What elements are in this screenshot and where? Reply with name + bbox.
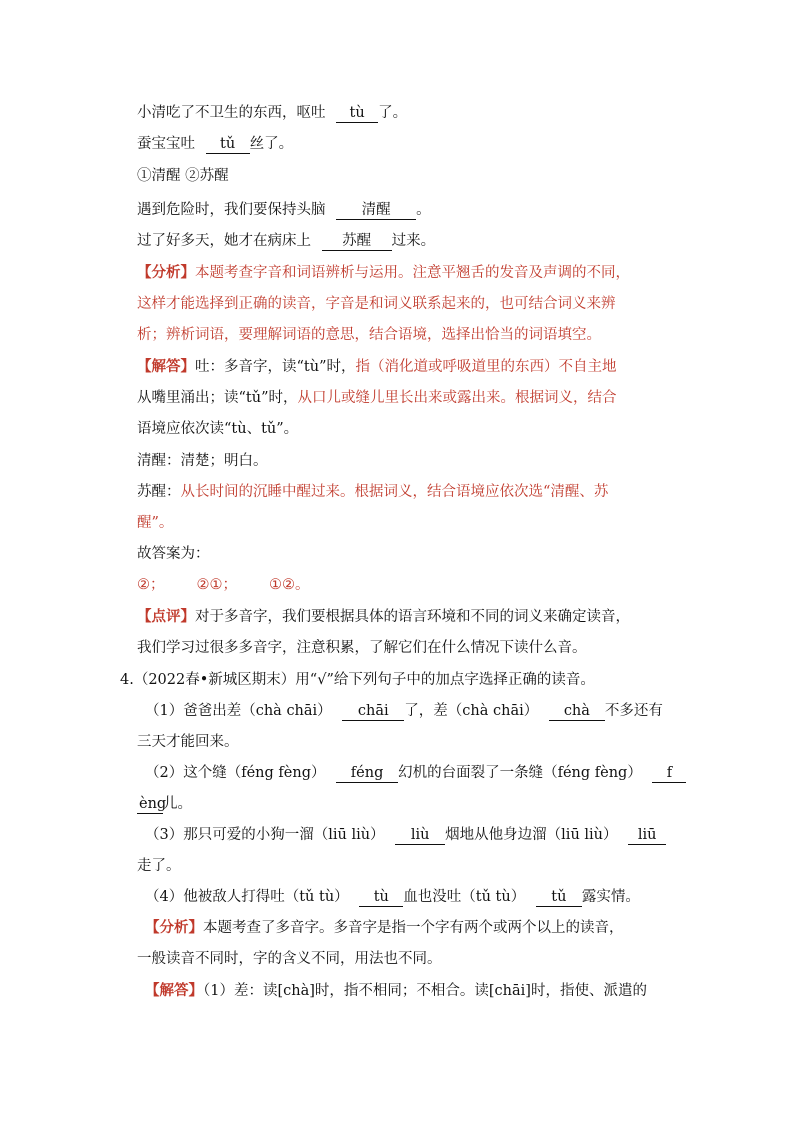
answer-blank: tù — [336, 104, 378, 123]
answer-blank: liū — [628, 826, 666, 845]
answer-1-line-3: 语境应依次读“tù、tǔ”。 — [137, 421, 299, 437]
answer-1-line-4: 清醒：清楚；明白。 — [137, 453, 268, 469]
sentence-4: 过了好多天，她才在病床上 苏醒 过来。 — [137, 233, 436, 249]
answer-blank: tù — [359, 888, 403, 907]
question-4-item-4: （4）他被敌人打得吐（tǔ tù） tù 血也没吐（tǔ tù） tǔ 露实情。 — [145, 889, 640, 905]
answer-tag: 【解答】 — [137, 358, 195, 375]
answer-1-line-6: 醒”。 — [137, 515, 174, 531]
comment-1-line-2: 我们学习过很多多音字，注意积累，了解它们在什么情况下读什么音。 — [137, 640, 587, 656]
analysis-1-line-2: 这样才能选择到正确的读音，字音是和词义联系起来的，也可结合词义来辨 — [137, 296, 616, 312]
answer-1-line-7: 故答案为： — [137, 546, 210, 562]
answer-blank: f — [652, 764, 686, 783]
answer-1-line-5: 苏醒：从长时间的沉睡中醒过来。根据词义，结合语境应依次选“清醒、苏 — [137, 484, 609, 500]
question-4-item-3: （3）那只可爱的小狗一溜（liū liù） liù 烟地从他身边溜（liū liù） liū — [145, 824, 705, 846]
answer-2-line-1: 【解答】（1）差：读[chà]时，指不相同；不相合。读[chāi]时，指使、派遣的 — [145, 982, 647, 999]
analysis-1-line-3: 析；辨析词语，要理解词语的意思，结合语境，选择出恰当的词语填空。 — [137, 327, 601, 343]
comment-tag: 【点评】 — [137, 608, 195, 625]
question-4-item-3-cont: 走了。 — [137, 858, 181, 874]
answer-1-line-2: 从嘴里涌出；读“tǔ”时，从口儿或缝儿里长出来或露出来。根据词义，结合 — [137, 390, 617, 406]
answer-blank-cont: èng — [139, 796, 167, 812]
analysis-1-line-1: 【分析】本题考查字音和词语辨析与运用。注意平翘舌的发音及声调的不同， — [137, 264, 630, 281]
answer-tag: 【解答】 — [145, 982, 203, 999]
analysis-tag: 【分析】 — [137, 264, 195, 281]
sentence-1: 小清吃了不卫生的东西，呕吐 tù 了。 — [137, 105, 408, 121]
answer-blank: féng — [336, 764, 398, 783]
answer-blank: tǔ — [206, 135, 250, 154]
question-4-item-2: （2）这个缝（féng fèng） féng 幻机的台面裂了一条缝（féng fèng） f — [145, 762, 705, 784]
answer-blank: chāi — [342, 702, 404, 721]
question-4-item-1: （1）爸爸出差（chà chāi） chāi 了，差（chà chāi） chà 不多还有 — [145, 703, 663, 719]
answer-blank: 清醒 — [336, 201, 416, 220]
answer-blank: tǔ — [536, 888, 582, 907]
question-4-item-1-cont: 三天才能回来。 — [137, 734, 239, 750]
sentence-3: 遇到危险时，我们要保持头脑 清醒 。 — [137, 202, 431, 218]
answer-1-line-1: 【解答】吐：多音字，读“tù”时，指（消化道或呼吸道里的东西）不自主地 — [137, 358, 617, 375]
analysis-2-line-1: 【分析】本题考查了多音字。多音字是指一个字有两个或两个以上的读音， — [145, 919, 624, 936]
analysis-tag: 【分析】 — [145, 919, 203, 936]
question-4-item-2-cont: èng儿。 — [139, 796, 192, 812]
final-answers: ②； ②①； ①②。 — [137, 577, 310, 593]
question-4-title: 4.（2022春•新城区期末）用“√”给下列句子中的加点字选择正确的读音。 — [120, 672, 595, 688]
sentence-2: 蚕宝宝吐 tǔ 丝了。 — [137, 136, 294, 152]
analysis-2-line-2: 一般读音不同时，字的含义不同，用法也不同。 — [137, 951, 442, 967]
word-options: ①清醒 ②苏醒 — [137, 168, 229, 184]
answer-blank: chà — [549, 702, 605, 721]
comment-1-line-1: 【点评】对于多音字，我们要根据具体的语言环境和不同的词义来确定读音， — [137, 608, 630, 625]
answer-blank: liù — [395, 826, 445, 845]
answer-blank: 苏醒 — [322, 232, 392, 251]
